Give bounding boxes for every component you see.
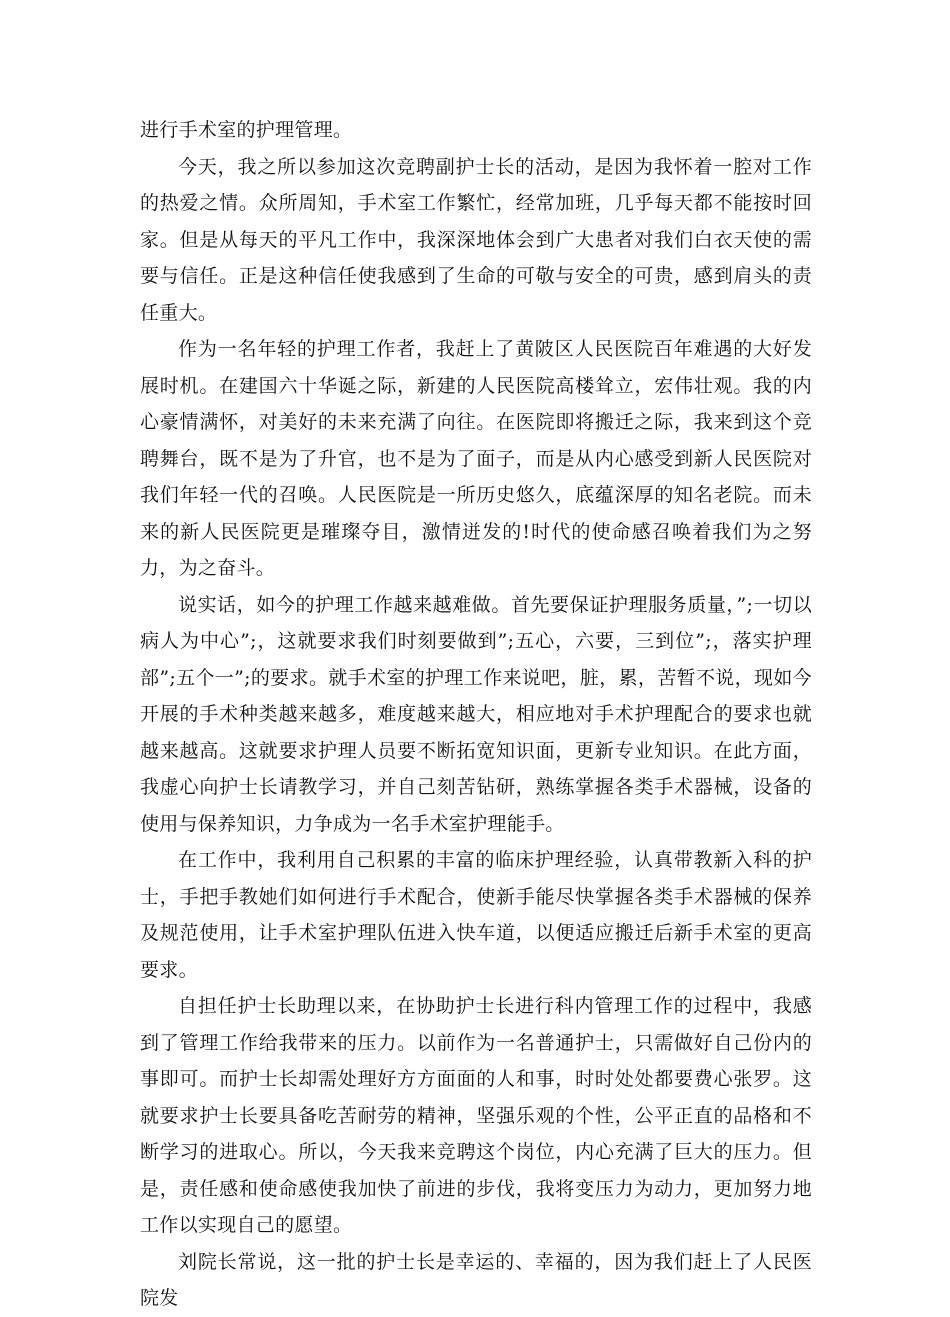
paragraph-teaching: 在工作中，我利用自己积累的丰富的临床护理经验，认真带教新入科的护士，手把手教她们如何进行手术配合，使新手能尽快掌握各类手术器械的保养及规范使用，让手术室护理队伍进入快车道，以便适应搬迁后新手术室的更高要求。 [140, 849, 812, 981]
paragraph-continuation: 进行手术室的护理管理。 [140, 119, 353, 141]
paragraph-director-quote: 刘院长常说，这一批的护士长是幸运的、幸福的，因为我们赶上了人民医院发 [140, 1250, 812, 1309]
document-body [140, 112, 812, 1317]
paragraph-management: 自担任护士长助理以来，在协助护士长进行科内管理工作的过程中，我感到了管理工作给我带来的压力。以前作为一名普通护士，只需做好自己份内的事即可。而护士长却需处理好方方面面的人和事，时时处处都要费心张罗。这就要求护士长要具备吃苦耐劳的精神，坚强乐观的个性，公平正直的品格和不断学习的进取心。所以，今天我来竞聘这个岗位，内心充满了巨大的压力。但是，责任感和使命感使我加快了前进的步伐，我将变压力为动力，更加努力地工作以实现自己的愿望。 [140, 995, 812, 1236]
paragraph-motivation: 今天，我之所以参加这次竞聘副护士长的活动，是因为我怀着一腔对工作的热爱之情。众所周知，手术室工作繁忙，经常加班，几乎每天都不能按时回家。但是从每天的平凡工作中，我深深地体会到广大患者对我们白衣天使的需要与信任。正是这种信任使我感到了生命的可敬与安全的可贵，感到肩头的责任重大。 [140, 155, 812, 324]
paragraph-opportunity: 作为一名年轻的护理工作者，我赶上了黄陂区人民医院百年难遇的大好发展时机。在建国六十华诞之际，新建的人民医院高楼耸立，宏伟壮观。我的内心豪情满怀，对美好的未来充满了向往。在医院即将搬迁之际，我来到这个竞聘舞台，既不是为了升官，也不是为了面子，而是从内心感受到新人民医院对我们年轻一代的召唤。人民医院是一所历史悠久，底蕴深厚的知名老院。而未来的新人民医院更是璀璨夺目，激情迸发的!时代的使命感召唤着我们为之努力，为之奋斗。 [140, 338, 812, 579]
paragraph-nursing-work: 说实话，如今的护理工作越来越难做。首先要保证护理服务质量，”;一切以病人为中心”;，这就要求我们时刻要做到”;五心，六要，三到位”;，落实护理部”;五个一”;的要求。就手术室的护理工作来说吧，脏，累，苦暂不说，现如今开展的手术种类越来越多，难度越来越大，相应地对手术护理配合的要求也就越来越高。这就要求护理人员要不断拓宽知识面，更新专业知识。在此方面，我虚心向护士长请教学习，并自己刻苦钻研，熟练掌握各类手术器械，设备的使用与保养知识，力争成为一名手术室护理能手。 [140, 593, 812, 835]
